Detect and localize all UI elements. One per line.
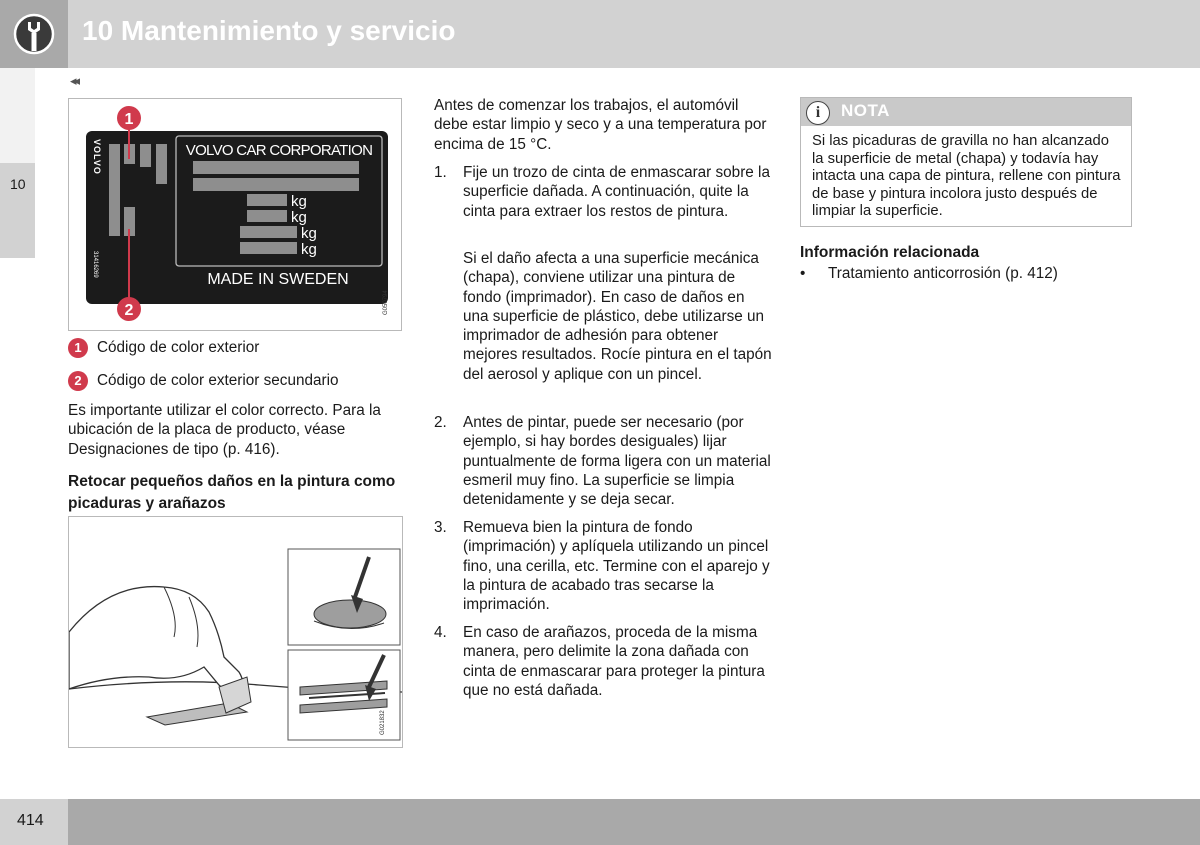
intro-paragraph: Antes de comenzar los trabajos, el automóvil debe estar limpio y seco y a una temperatura por encima de 15 °C.	[434, 97, 767, 153]
page-title: 10 Mantenimiento y servicio	[82, 15, 456, 46]
plate-made-in: MADE IN SWEDEN	[207, 271, 349, 288]
step-text: Remueva bien la pintura de fondo (imprimación) y aplíquela utilizando un pincel fino, una cerilla, etc. Termine con el aparejo y la pintura de acabado tras secarse la imprimación.	[463, 519, 770, 614]
figure1-code: G050794	[383, 290, 389, 315]
page-number-box	[0, 799, 68, 845]
legend-badge-2: 2	[68, 371, 88, 391]
step-text: Antes de pintar, puede ser necesario (por ejemplo, si hay bordes desiguales) lijar puntualmente de forma ligera con un material esmeril muy fino. La superficie se limpia detenidamente y se deja secar.	[463, 414, 771, 509]
step-text: Si el daño afecta a una superficie mecánica (chapa), conviene utilizar una pintura de fondo (imprimador). En caso de daños en una superficie de plástico, debe utilizarse un imprimador de adhesión para obtener mejores resultados. Rocíe pintura en el tapón del aerosol y aplique con un pincel.	[463, 250, 772, 383]
page-header	[0, 0, 1200, 68]
plate-side-code: 31416269	[92, 251, 98, 278]
related-heading: Información relacionada	[800, 244, 980, 261]
bullet-icon: •	[800, 265, 806, 282]
related-link-text[interactable]: Tratamiento anticorrosión (p. 412)	[828, 265, 1058, 282]
color-importance-paragraph: Es importante utilizar el color correcto. Para la ubicación de la placa de producto, véase Designaciones de tipo (p. 416).	[68, 402, 381, 458]
plate-unit-4: kg	[301, 241, 317, 258]
legend-badge-1: 1	[68, 338, 88, 358]
figure2-code: G021832	[380, 710, 386, 735]
note-label: NOTA	[841, 101, 890, 120]
note-box	[800, 97, 1132, 227]
step-number: 1.	[434, 164, 447, 181]
plate-unit-3: kg	[301, 225, 317, 242]
plate-unit-1: kg	[291, 193, 307, 210]
chapter-icon-box	[0, 0, 68, 68]
info-icon: i	[806, 101, 830, 125]
step-text: En caso de arañazos, proceda de la misma manera, pero delimite la zona dañada con cinta de enmascarar para proteger la pintura que no está dañada.	[463, 624, 765, 699]
section-heading: Retocar pequeños daños en la pintura como picaduras y arañazos	[68, 473, 396, 512]
wrench-icon	[13, 13, 55, 55]
step-number: 3.	[434, 519, 447, 536]
marker-2: 2	[124, 302, 134, 319]
chapter-number: 10	[10, 176, 26, 192]
note-text: Si las picaduras de gravilla no han alcanzado la superficie de metal (chapa) y todavía hay intacta una capa de pintura, rellene con pintura de base y pintura incolora justo después de limpiar la superficie.	[812, 133, 1121, 219]
legend-text-1: Código de color exterior	[97, 339, 260, 356]
page-number: 414	[17, 812, 44, 829]
marker-1: 1	[124, 111, 134, 128]
page-footer	[0, 799, 1200, 845]
plate-brand: VOLVO CAR CORPORATION	[185, 142, 373, 159]
step-text: Fije un trozo de cinta de enmascarar sobre la superficie dañada. A continuación, quite la cinta para extraer los restos de pintura.	[463, 164, 770, 220]
legend-text-2: Código de color exterior secundario	[97, 372, 339, 389]
note-header	[801, 98, 1131, 126]
touch-up-figure	[68, 516, 403, 748]
step-number: 2.	[434, 414, 447, 431]
touch-up-illustration	[69, 517, 402, 747]
product-plate-figure	[68, 98, 402, 331]
product-plate-illustration	[69, 99, 401, 330]
plate-side-brand: VOLVO	[92, 139, 102, 175]
plate-unit-2: kg	[291, 209, 307, 226]
back-link[interactable]: ◂◂	[70, 73, 78, 88]
step-number: 4.	[434, 624, 447, 641]
side-strip	[0, 68, 35, 163]
